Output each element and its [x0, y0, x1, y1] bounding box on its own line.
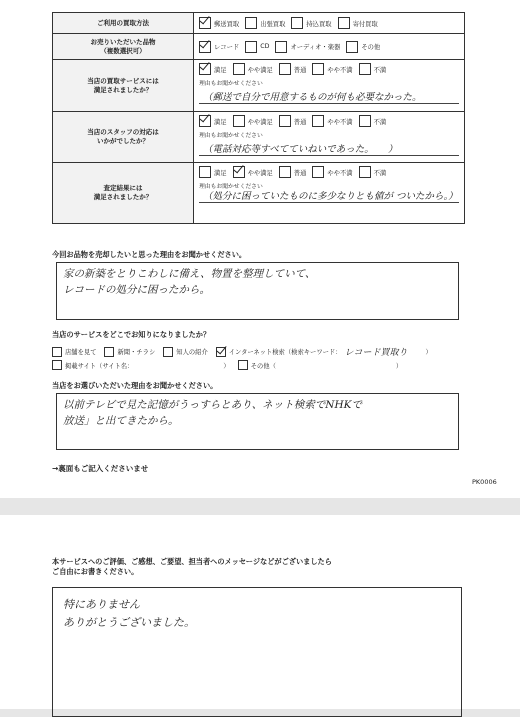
checkbox[interactable] — [279, 115, 291, 127]
option-dissatisfied[interactable]: 不満 — [359, 63, 387, 75]
checkbox-checked[interactable] — [199, 17, 211, 29]
answer-line: 以前テレビで見た記憶がうっすらとあり、ネット検索でNHKで — [63, 399, 362, 411]
checkbox[interactable] — [312, 115, 324, 127]
question-why-chosen: 当店をお選びいただいた理由をお聞かせください。 — [52, 381, 218, 390]
row-appraisal-satisfaction — [53, 163, 464, 223]
row-label: 当店の買取サービスには 満足されましたか？ — [53, 60, 194, 111]
answer-line: レコードの処分に困ったから。 — [63, 283, 210, 296]
checkbox[interactable] — [104, 347, 114, 357]
checkbox[interactable] — [233, 63, 245, 75]
row-label: お売りいただいた品物 （複数選択可） — [53, 34, 194, 59]
option-carry-in[interactable]: 持込買取 — [291, 17, 331, 29]
see-back-note: →裏面もご記入くださいませ — [52, 464, 149, 473]
option-normal[interactable]: 普通 — [279, 115, 307, 127]
checkbox[interactable] — [275, 41, 287, 53]
option-somewhat-satisfied[interactable]: やや満足 — [233, 166, 273, 178]
option-listing-site[interactable]: 掲載サイト（サイト名： ） — [52, 360, 230, 370]
option-somewhat-dissatisfied[interactable]: やや不満 — [312, 115, 352, 127]
option-internet-search[interactable]: インターネット検索（検索キーワード： レコード買取り ） — [216, 345, 432, 358]
question-comments: 本サービスへのご評価、ご感想、ご要望、担当者へのメッセージなどがございましたら ご自由にお書きください。 — [52, 557, 332, 577]
option-somewhat-satisfied[interactable]: やや満足 — [233, 63, 273, 75]
options-satisfaction — [199, 166, 459, 178]
checkbox-checked[interactable] — [199, 115, 211, 127]
option-record[interactable]: レコード — [199, 41, 239, 53]
checkbox-checked[interactable] — [216, 347, 226, 357]
options-purchase-method — [199, 17, 384, 29]
option-mail[interactable]: 郵送買取 — [199, 17, 239, 29]
search-keyword[interactable]: レコード買取り — [344, 348, 408, 358]
option-dissatisfied[interactable]: 不満 — [359, 166, 387, 178]
answer-line: 家の新築をとりこわしに備え、物置を整理していて、 — [63, 268, 316, 280]
question-how-found: 当店のサービスをどこでお知りになりましたか？ — [52, 330, 211, 339]
checkbox-checked[interactable] — [199, 63, 211, 75]
checkbox[interactable] — [199, 166, 211, 178]
option-somewhat-dissatisfied[interactable]: やや不満 — [312, 63, 352, 75]
checkbox[interactable] — [346, 41, 358, 53]
option-satisfied[interactable]: 満足 — [199, 63, 227, 75]
checkbox[interactable] — [359, 166, 371, 178]
option-referral[interactable]: 知人の紹介 — [163, 347, 207, 357]
row-purchase-method — [53, 13, 464, 34]
checkbox-checked[interactable] — [233, 166, 245, 178]
checkbox[interactable] — [245, 41, 257, 53]
option-donation[interactable]: 寄付買取 — [338, 17, 378, 29]
checkbox-checked[interactable] — [199, 41, 211, 53]
checkbox[interactable] — [52, 347, 62, 357]
handwritten-reason[interactable]: （郵送で自分で用意するものが何も必要なかった。 — [199, 88, 459, 104]
checkbox[interactable] — [291, 17, 303, 29]
checkbox[interactable] — [279, 63, 291, 75]
source-options-line2 — [52, 360, 410, 370]
row-items-sold — [53, 34, 464, 60]
reason-label: 理由もお聞かせください — [199, 184, 263, 190]
checkbox[interactable] — [359, 115, 371, 127]
option-other-source[interactable]: その他（ ） — [238, 360, 402, 370]
option-normal[interactable]: 普通 — [279, 63, 307, 75]
option-dissatisfied[interactable]: 不満 — [359, 115, 387, 127]
checkbox[interactable] — [245, 17, 257, 29]
option-normal[interactable]: 普通 — [279, 166, 307, 178]
checkbox[interactable] — [52, 360, 62, 370]
answer-line: 放送」と出てきたから。 — [63, 414, 179, 427]
answer-comments[interactable] — [52, 587, 462, 717]
row-label: 当店のスタッフの対応は いかがでしたか？ — [53, 112, 194, 162]
reason-label: 理由もお聞かせください — [199, 133, 263, 139]
row-staff-satisfaction — [53, 112, 464, 163]
checkbox[interactable] — [312, 63, 324, 75]
row-label: ご利用の買取方法 — [53, 13, 194, 33]
handwritten-reason[interactable]: （電話対応等すべてていねいであった。 ） — [199, 140, 459, 156]
source-options-line1 — [52, 345, 440, 358]
checkbox[interactable] — [233, 115, 245, 127]
option-store[interactable]: 店舗を見て — [52, 347, 96, 357]
checkbox[interactable] — [163, 347, 173, 357]
options-items — [199, 41, 386, 53]
row-service-satisfaction — [53, 60, 464, 112]
survey-table — [52, 12, 465, 224]
answer-why-chosen[interactable] — [56, 393, 459, 450]
answer-line: ありがとうございました。 — [63, 615, 195, 629]
row-label: 査定結果には 満足されましたか？ — [53, 163, 194, 223]
answer-line: 特にありません — [63, 598, 140, 611]
checkbox[interactable] — [279, 166, 291, 178]
checkbox[interactable] — [338, 17, 350, 29]
form-code: PK0006 — [472, 478, 497, 486]
checkbox[interactable] — [312, 166, 324, 178]
checkbox[interactable] — [359, 63, 371, 75]
option-somewhat-satisfied[interactable]: やや満足 — [233, 115, 273, 127]
reason-label: 理由もお聞かせください — [199, 81, 263, 87]
checkbox[interactable] — [238, 360, 248, 370]
option-satisfied[interactable]: 満足 — [199, 166, 227, 178]
option-other[interactable]: その他 — [346, 41, 380, 53]
survey-page-back — [0, 515, 520, 709]
options-satisfaction — [199, 115, 459, 127]
option-newspaper[interactable]: 新聞・チラシ — [104, 347, 155, 357]
answer-sell-reason[interactable] — [56, 262, 459, 320]
option-visit[interactable]: 出張買取 — [245, 17, 285, 29]
handwritten-reason[interactable]: （処分に困っていたものに多少なりとも値が ついたから。） — [199, 191, 459, 203]
options-satisfaction — [199, 63, 459, 75]
option-somewhat-dissatisfied[interactable]: やや不満 — [312, 166, 352, 178]
option-cd[interactable]: CD — [245, 41, 269, 53]
option-audio[interactable]: オーディオ・楽器 — [275, 41, 340, 53]
question-sell-reason: 今回お品物を売却したいと思った理由をお聞かせください。 — [52, 250, 247, 259]
option-satisfied[interactable]: 満足 — [199, 115, 227, 127]
